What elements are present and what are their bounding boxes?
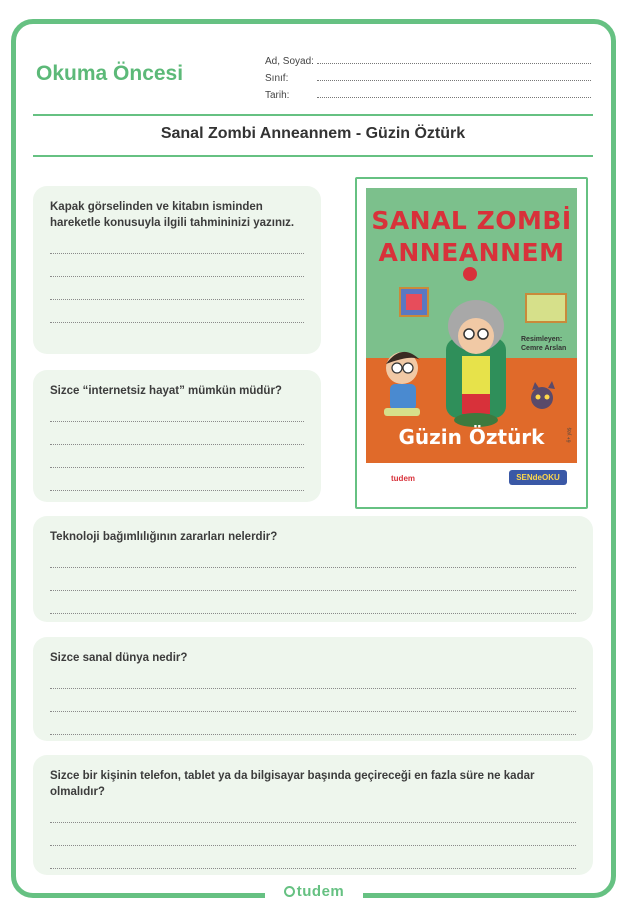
cover-illustrator-label: Resimleyen: xyxy=(521,336,563,343)
question-box-5 xyxy=(33,755,593,875)
answer-line[interactable] xyxy=(50,823,576,846)
question-text-2: Sizce “internetsiz hayat” mümkün müdür? xyxy=(50,385,282,397)
name-field-label: Ad, Soyad: xyxy=(265,56,314,67)
footer-logo-text: tudem xyxy=(296,883,345,900)
question-text-3: Teknoloji bağımlılığının zararları nelerdir? xyxy=(50,531,278,543)
class-field[interactable] xyxy=(265,67,591,84)
date-field[interactable] xyxy=(265,84,591,101)
cover-illustrator-name: Cemre Arslan xyxy=(521,345,567,352)
question-box-3 xyxy=(33,516,593,622)
question-text-4: Sizce sanal dünya nedir? xyxy=(50,652,188,664)
tudem-logo-icon xyxy=(284,886,295,897)
book-cover xyxy=(366,188,577,498)
student-info-fields xyxy=(265,50,591,101)
question-box-1 xyxy=(33,186,321,354)
answer-line[interactable] xyxy=(50,399,304,422)
answer-line[interactable] xyxy=(50,277,304,300)
question-text-5: Sizce bir kişinin telefon, tablet ya da bilgisayar başında geçireceği en fazla süre ne kadar olmalıdır? xyxy=(50,770,535,798)
cover-illustrator xyxy=(521,335,566,353)
answer-line[interactable] xyxy=(50,545,576,568)
question-text-1: Kapak görselinden ve kitabın isminden hareketle konusuyla ilgili tahmininizi yazınız. xyxy=(50,201,295,229)
answer-line[interactable] xyxy=(50,666,576,689)
answer-line[interactable] xyxy=(50,254,304,277)
answer-line[interactable] xyxy=(50,568,576,591)
answer-line[interactable] xyxy=(50,422,304,445)
answer-line[interactable] xyxy=(50,591,576,614)
cover-title-line2: ANNEANNEM xyxy=(378,238,565,267)
name-field[interactable] xyxy=(265,50,591,67)
answer-area-2[interactable] xyxy=(50,399,304,491)
cover-title-line1: SANAL ZOMBİ xyxy=(371,206,572,235)
answer-area-1[interactable] xyxy=(50,231,304,323)
name-field-line[interactable] xyxy=(317,54,591,64)
answer-area-3[interactable] xyxy=(50,545,576,614)
section-title: Okuma Öncesi xyxy=(36,62,184,85)
answer-line[interactable] xyxy=(50,689,576,712)
answer-line[interactable] xyxy=(50,800,576,823)
answer-line[interactable] xyxy=(50,300,304,323)
cover-series-badge: SENdeOKU xyxy=(509,470,567,485)
date-field-line[interactable] xyxy=(317,88,591,98)
answer-line[interactable] xyxy=(50,445,304,468)
cover-publisher: tudem xyxy=(391,474,415,483)
title-rule-top xyxy=(33,114,593,116)
answer-area-5[interactable] xyxy=(50,800,576,869)
answer-line[interactable] xyxy=(50,468,304,491)
answer-line[interactable] xyxy=(50,846,576,869)
date-field-label: Tarih: xyxy=(265,90,290,101)
book-title: Sanal Zombi Anneannem - Güzin Öztürk xyxy=(160,125,466,142)
cover-age: 6+ yaş xyxy=(566,427,573,443)
book-cover-frame xyxy=(355,177,588,509)
question-box-4 xyxy=(33,637,593,741)
cover-author: Güzin Öztürk xyxy=(398,425,545,449)
class-field-line[interactable] xyxy=(317,71,591,81)
answer-line[interactable] xyxy=(50,231,304,254)
question-box-2 xyxy=(33,370,321,502)
answer-line[interactable] xyxy=(50,712,576,735)
footer-logo xyxy=(265,883,363,900)
class-field-label: Sınıf: xyxy=(265,73,289,84)
answer-area-4[interactable] xyxy=(50,666,576,735)
title-rule-bottom xyxy=(33,155,593,157)
